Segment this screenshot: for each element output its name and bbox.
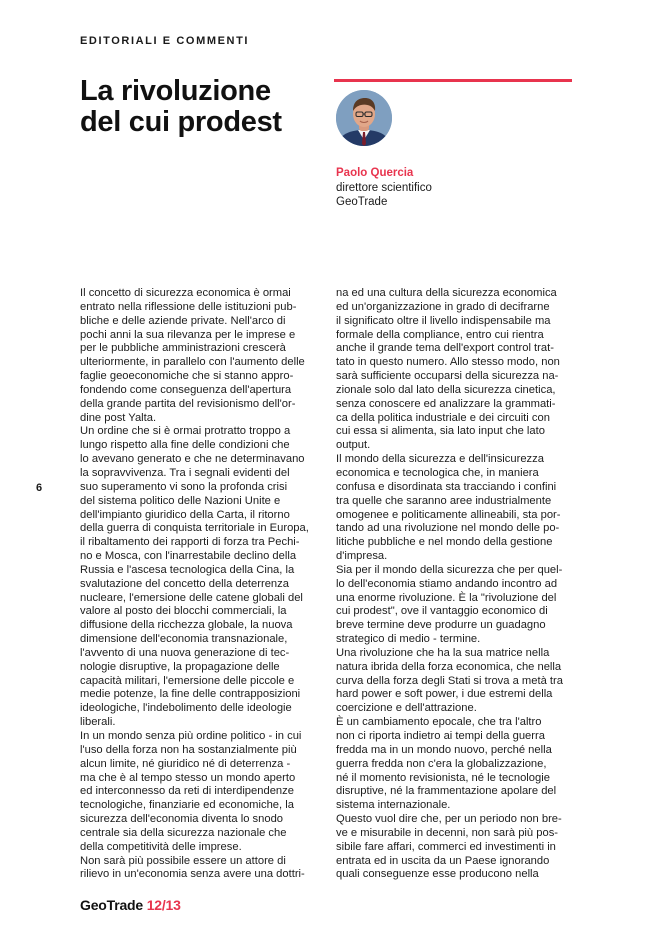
text-line: pochi anni la sua rilevanza per le imprese e bbox=[80, 328, 296, 341]
author-name: Paolo Quercia bbox=[336, 167, 414, 179]
text-line: guerra fredda non c'era la globalizzazione, bbox=[336, 757, 547, 770]
footer-page-range: 12/13 bbox=[146, 897, 181, 913]
text-line: Non sarà più possibile essere un attore di bbox=[80, 854, 286, 867]
text-line: rilievo in un'economia senza avere una dottri- bbox=[80, 868, 305, 881]
text-line: centrale sia della sicurezza nazionale che bbox=[80, 826, 287, 839]
text-line: alcun limite, né giuridico né di deterrenza - bbox=[80, 757, 291, 770]
text-line: né il momento revisionista, né le tecnologie bbox=[336, 771, 550, 784]
text-line: lungo rispetto alla fine delle condizioni che bbox=[80, 439, 290, 452]
text-line: tato in questo numero. Allo stesso modo, non bbox=[336, 356, 560, 369]
text-line: coercizione e dell'attrazione. bbox=[336, 702, 477, 715]
text-line: strategico di medio - termine. bbox=[336, 633, 481, 646]
text-line: tra quelle che saranno aree industrialmente bbox=[336, 494, 552, 507]
text-line: In un mondo senza più ordine politico - in cui bbox=[80, 730, 302, 742]
text-line: bliche e delle aziende private. Nell'arco di bbox=[80, 314, 286, 327]
text-line: diffusione della ricchezza globale, la nuova bbox=[80, 619, 293, 632]
footer bbox=[80, 897, 181, 913]
text-line: litiche pubbliche e nel mondo della gestione bbox=[336, 536, 553, 549]
text-line: valore al posto dei blocchi commerciali, la bbox=[80, 605, 287, 618]
text-line: ed interconnesso da reti di interdipendenze bbox=[80, 785, 294, 798]
text-line: quali conseguenze esse producono nella bbox=[336, 868, 539, 881]
text-line: non ci riporta indietro ai tempi della guerra bbox=[336, 730, 545, 742]
text-line: tecnologiche, finanziarie ed economiche, la bbox=[80, 799, 294, 812]
text-line: faglie geoeconomiche che si stanno appro- bbox=[80, 370, 294, 383]
text-line: d'impresa. bbox=[336, 550, 388, 563]
footer-brand: GeoTrade bbox=[80, 897, 143, 913]
text-line: del sistema politico delle Nazioni Unite e bbox=[80, 494, 281, 507]
text-line: dine post Yalta. bbox=[80, 411, 157, 424]
text-line: confusa e disordinata sta tracciando i confini bbox=[336, 480, 557, 493]
text-line: anche il grande tema dell'export control trat- bbox=[336, 342, 554, 355]
accent-rule bbox=[334, 79, 572, 82]
text-line: na ed una cultura della sicurezza economica bbox=[336, 287, 557, 299]
text-line: ve e misurabile in decenni, non sarà più pos- bbox=[336, 826, 559, 839]
text-line: suo superamento vi sono la profonda crisi bbox=[80, 480, 288, 493]
text-line: ideologiche, l'indebolimento delle ideologie bbox=[80, 702, 292, 715]
text-line: output. bbox=[336, 439, 371, 452]
text-line: svalutazione del concetto della deterrenza bbox=[80, 577, 289, 590]
column-text bbox=[80, 287, 316, 882]
article-column-right bbox=[336, 287, 572, 882]
title-line-1: La rivoluzione bbox=[80, 75, 271, 107]
text-line: ma che è al tempo stesso un mondo aperto bbox=[80, 771, 296, 784]
text-line: ca della politica industriale e dei circuiti con bbox=[336, 411, 550, 424]
text-line: fredda ma in un mondo nuovo, perché nella bbox=[336, 743, 552, 756]
text-line: l'avvento di una nuova generazione di tec- bbox=[80, 646, 290, 659]
text-line: ed un'organizzazione in grado di decifrarne bbox=[336, 300, 550, 313]
text-line: sistema internazionale. bbox=[336, 799, 451, 812]
text-line: Russia e l'ascesa tecnologica della Cina, la bbox=[80, 563, 295, 576]
text-line: fondendo come conseguenza dell'apertura bbox=[80, 383, 292, 396]
text-line: Un ordine che si è ormai protratto troppo a bbox=[80, 425, 291, 438]
text-line: il significato oltre il livello indispensabile ma bbox=[336, 314, 551, 327]
text-line: sicurezza dell'economia diventa lo snodo bbox=[80, 813, 284, 826]
text-line: Una rivoluzione che ha la sua matrice nella bbox=[336, 646, 550, 659]
text-line: entrato nella riflessione delle istituzioni pub- bbox=[80, 300, 297, 313]
text-line: ulteriormente, in parallelo con l'aumento delle bbox=[80, 356, 305, 369]
text-line: Questo vuol dire che, per un periodo non bre- bbox=[336, 813, 562, 826]
article-column-left bbox=[80, 287, 316, 882]
text-line: sarà sufficiente occuparsi della sicurezza na- bbox=[336, 370, 559, 383]
text-line: lo dell'economia stiamo andando incontro ad bbox=[336, 577, 558, 590]
text-line: dell'impianto giuridico della Carta, il ritorno bbox=[80, 508, 290, 521]
text-line: breve termine deve produrre un guadagno bbox=[336, 619, 546, 632]
text-line: liberali. bbox=[80, 716, 116, 729]
text-line: zionale solo dal lato della sicurezza cinetica, bbox=[336, 383, 556, 396]
text-line: per le pubbliche amministrazioni crescerà bbox=[80, 342, 286, 355]
author-block bbox=[336, 166, 432, 210]
text-line: medie potenze, la fine delle contrapposizioni bbox=[80, 688, 301, 701]
column-text bbox=[336, 287, 572, 882]
text-line: nologie disruptive, la propagazione delle bbox=[80, 660, 280, 673]
text-line: della competitività delle imprese. bbox=[80, 840, 242, 853]
title-line-2: del cui prodest bbox=[80, 106, 282, 138]
text-line: cui essa si alimenta, sia lato input che lato bbox=[336, 425, 545, 438]
page-number: 6 bbox=[36, 482, 43, 494]
author-role: direttore scientifico bbox=[336, 181, 432, 194]
text-line: la sopravvivenza. Tra i segnali evidenti del bbox=[80, 466, 290, 479]
text-line: È un cambiamento epocale, che tra l'altro bbox=[336, 716, 542, 729]
article-title bbox=[80, 76, 282, 138]
text-line: dimensione dell'economia transnazionale, bbox=[80, 633, 288, 646]
text-line: Il mondo della sicurezza e dell'insicurezza bbox=[336, 453, 544, 466]
author-org: GeoTrade bbox=[336, 196, 388, 208]
text-line: hard power e soft power, i due estremi della bbox=[336, 688, 553, 701]
text-line: disruptive, né la frammentazione apolare del bbox=[336, 785, 557, 798]
author-portrait-icon bbox=[336, 90, 392, 146]
text-line: della guerra di conquista territoriale in Europa, bbox=[80, 522, 309, 535]
text-line: formale della compliance, entro cui rientra bbox=[336, 328, 544, 341]
text-line: no e Mosca, con l'inarrestabile declino della bbox=[80, 550, 297, 563]
text-line: Il concetto di sicurezza economica è ormai bbox=[80, 287, 291, 299]
text-line: entrata ed in uscita da un Paese ignorando bbox=[336, 854, 550, 867]
text-line: l'uso della forza non ha sostanzialmente più bbox=[80, 743, 297, 756]
text-line: cui prodest", ove il vantaggio economico di bbox=[336, 605, 548, 618]
text-line: curva della forza degli Stati si trova a metà tra bbox=[336, 674, 563, 687]
text-line: economica e tecnologica che, in maniera bbox=[336, 466, 539, 479]
text-line: capacità militari, l'emersione delle piccole e bbox=[80, 674, 295, 687]
text-line: lo avevano generato e che ne determinavano bbox=[80, 453, 305, 466]
text-line: nucleare, l'emersione delle catene globali del bbox=[80, 591, 303, 604]
text-line: senza conoscere ed analizzare la grammati- bbox=[336, 397, 556, 410]
text-line: della grande partita del revisionismo dell'or- bbox=[80, 397, 296, 410]
text-line: Sia per il mondo della sicurezza che per quel- bbox=[336, 563, 563, 576]
text-line: una enorme rivoluzione. È la "rivoluzione del bbox=[336, 591, 557, 604]
author-avatar bbox=[336, 90, 392, 146]
text-line: sibile fare affari, commerci ed investimenti in bbox=[336, 840, 556, 853]
text-line: omogenee e politicamente allineabili, sta por- bbox=[336, 508, 561, 521]
text-line: natura ibrida della forza economica, che nella bbox=[336, 660, 562, 673]
text-line: tando ad una rivoluzione nel mondo delle po- bbox=[336, 522, 560, 535]
section-label: EDITORIALI E COMMENTI bbox=[80, 35, 250, 47]
text-line: il ribaltamento dei rapporti di forza tra Pechi- bbox=[80, 536, 300, 549]
